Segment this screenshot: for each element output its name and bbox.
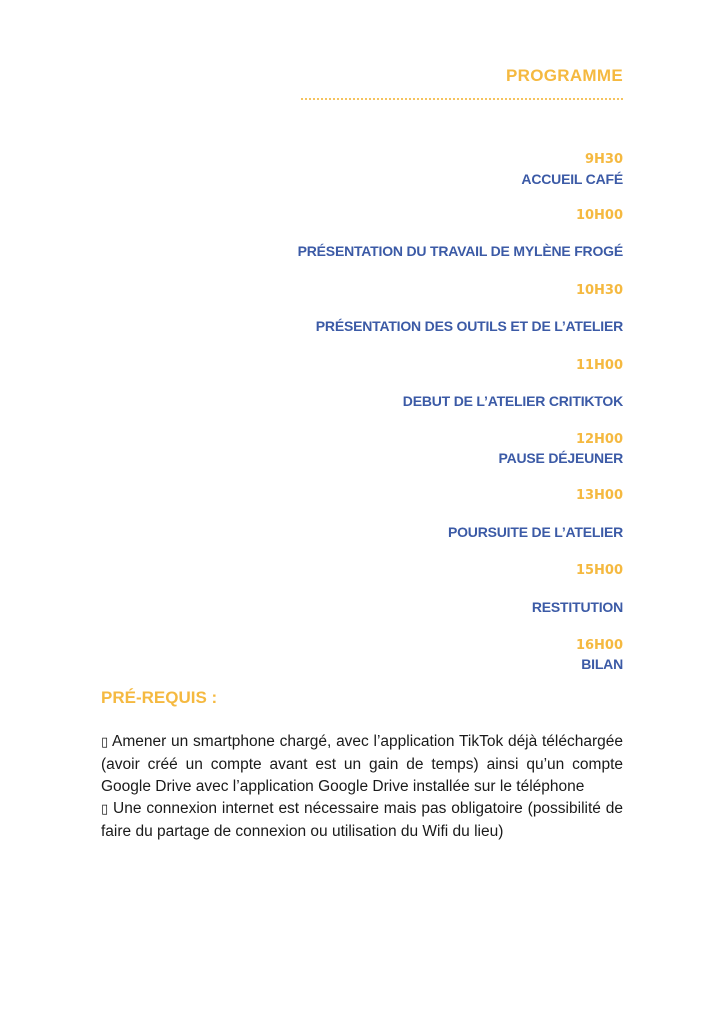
schedule-time: 10H00 [575,208,623,223]
schedule-event: PRÉSENTATION DES OUTILS ET DE L’ATELIER [315,318,623,334]
prerequisite-item [101,798,623,843]
prerequisites-list [101,731,623,843]
prerequisite-text: Une connexion internet est nécessaire mais pas obligatoire (possibilité de faire du partage de connexion ou utilisation du Wifi du lieu) [101,800,623,840]
schedule-time: 10H30 [575,283,623,298]
prerequisite-text: Amener un smartphone chargé, avec l’application TikTok déjà téléchargée (avoir créé un compte avant est un gain de temps) ainsi qu’un compte Google Drive avec l’application Google Drive installée sur le téléphone [101,733,623,795]
schedule-event: DEBUT DE L’ATELIER CRITIKTOK [402,393,623,409]
prerequisite-item [101,731,623,798]
bullet-icon: ▯ [101,735,109,750]
schedule-time: 11H00 [575,358,623,373]
schedule-event: PAUSE DÉJEUNER [498,450,623,466]
schedule-time: 12H00 [575,432,623,447]
schedule-time: 13H00 [575,488,623,503]
schedule-list [240,0,623,700]
schedule-event: RESTITUTION [531,599,623,615]
bullet-icon: ▯ [101,802,109,817]
schedule-event: ACCUEIL CAFÉ [521,171,623,187]
schedule-time: 9H30 [584,152,623,167]
schedule-event: BILAN [581,656,623,672]
schedule-event: POURSUITE DE L’ATELIER [447,524,623,540]
schedule-time: 16H00 [575,638,623,653]
schedule-time: 15H00 [575,563,623,578]
prerequisites-heading: PRÉ-REQUIS : [101,688,218,707]
schedule-event: PRÉSENTATION DU TRAVAIL DE MYLÈNE FROGÉ [297,243,623,259]
program-heading: PROGRAMME [506,66,623,85]
